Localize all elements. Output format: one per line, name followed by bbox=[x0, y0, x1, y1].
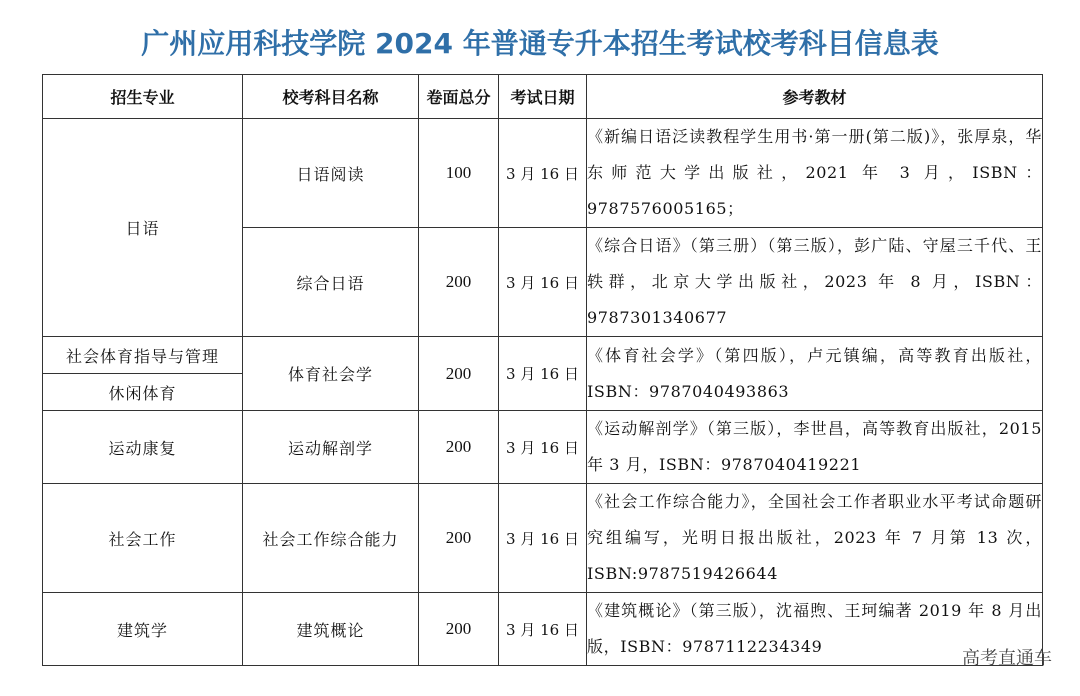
score-cell: 200 bbox=[419, 337, 499, 411]
date-cell: 3 月 16 日 bbox=[499, 484, 587, 593]
reference-cell: 《社会工作综合能力》，全国社会工作者职业水平考试命题研究组编写，光明日报出版社，2023 年 7 月第 13 次，ISBN:9787519426644 bbox=[587, 484, 1043, 593]
score-cell: 200 bbox=[419, 228, 499, 337]
exam-info-table bbox=[42, 74, 1043, 666]
subject-cell: 日语阅读 bbox=[243, 119, 419, 228]
subject-cell: 社会工作综合能力 bbox=[243, 484, 419, 593]
reference-cell: 《体育社会学》（第四版），卢元镇编，高等教育出版社，ISBN：9787040493863 bbox=[587, 337, 1043, 411]
subject-cell: 综合日语 bbox=[243, 228, 419, 337]
subject-cell: 建筑概论 bbox=[243, 593, 419, 666]
score-cell: 100 bbox=[419, 119, 499, 228]
table-row bbox=[43, 593, 1043, 666]
major-cell: 日语 bbox=[43, 119, 243, 337]
table-row bbox=[43, 484, 1043, 593]
table-header-row bbox=[43, 75, 1043, 119]
major-cell: 社会工作 bbox=[43, 484, 243, 593]
date-cell: 3 月 16 日 bbox=[499, 228, 587, 337]
date-cell: 3 月 16 日 bbox=[499, 593, 587, 666]
reference-cell: 《综合日语》（第三册）（第三版），彭广陆、守屋三千代、王轶群，北京大学出版社，2023 年 8 月，ISBN：9787301340677 bbox=[587, 228, 1043, 337]
header-score: 卷面总分 bbox=[419, 75, 499, 119]
header-major: 招生专业 bbox=[43, 75, 243, 119]
date-cell: 3 月 16 日 bbox=[499, 119, 587, 228]
header-reference: 参考教材 bbox=[587, 75, 1043, 119]
reference-cell: 《新编日语泛读教程学生用书·第一册(第二版)》，张厚泉，华东师范大学出版社，2021 年 3 月，ISBN：9787576005165； bbox=[587, 119, 1043, 228]
date-cell: 3 月 16 日 bbox=[499, 411, 587, 484]
major-cell: 运动康复 bbox=[43, 411, 243, 484]
major-cell: 建筑学 bbox=[43, 593, 243, 666]
table-row bbox=[43, 119, 1043, 228]
score-cell: 200 bbox=[419, 411, 499, 484]
table-row bbox=[43, 411, 1043, 484]
major-cell: 休闲体育 bbox=[43, 374, 243, 411]
table-row bbox=[43, 337, 1043, 374]
reference-cell: 《运动解剖学》（第三版），李世昌，高等教育出版社，2015 年 3 月，ISBN：9787040419221 bbox=[587, 411, 1043, 484]
reference-cell: 《建筑概论》（第三版），沈福煦、王珂编著 2019 年 8 月出版，ISBN：9787112234349 bbox=[587, 593, 1043, 666]
score-cell: 200 bbox=[419, 593, 499, 666]
header-subject: 校考科目名称 bbox=[243, 75, 419, 119]
header-date: 考试日期 bbox=[499, 75, 587, 119]
major-cell: 社会体育指导与管理 bbox=[43, 337, 243, 374]
watermark-text: 高考直通车 bbox=[962, 648, 1052, 669]
page-title: 广州应用科技学院 2024 年普通专升本招生考试校考科目信息表 bbox=[141, 27, 939, 60]
subject-cell: 运动解剖学 bbox=[243, 411, 419, 484]
date-cell: 3 月 16 日 bbox=[499, 337, 587, 411]
subject-cell: 体育社会学 bbox=[243, 337, 419, 411]
score-cell: 200 bbox=[419, 484, 499, 593]
